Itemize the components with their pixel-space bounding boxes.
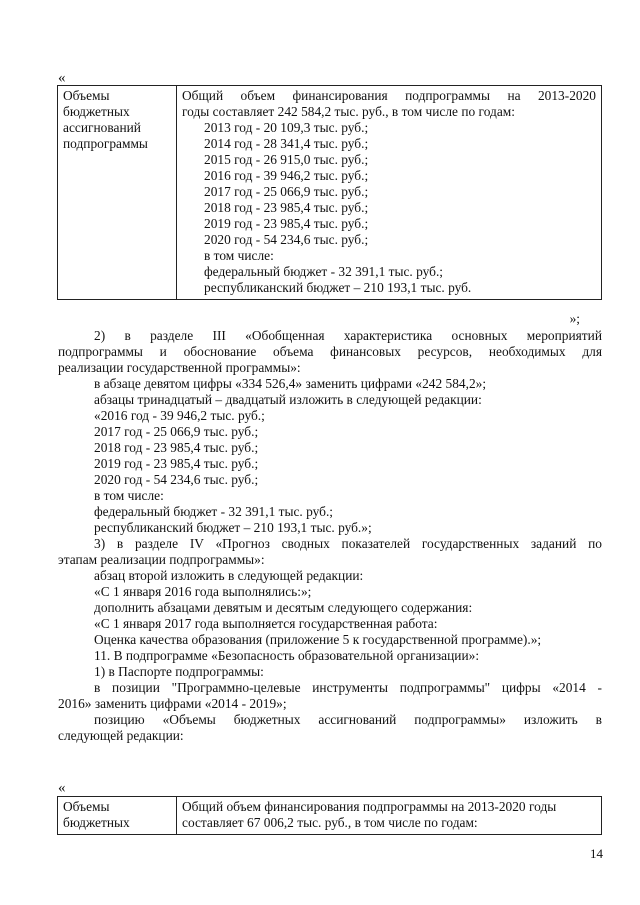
table-value-cell — [177, 797, 602, 835]
paragraph-line: абзацы тринадцатый – двадцатый изложить в следующей редакции: — [94, 392, 482, 407]
paragraph-line: реализации государственной программы»: — [58, 360, 301, 375]
table-label-cell — [58, 797, 177, 835]
paragraph-line: 11. В подпрограмме «Безопасность образовательной организации»: — [94, 648, 480, 663]
table-value-line: Общий объем финансирования подпрограммы на 2013-2020 — [182, 88, 596, 103]
table-value-line: в том числе: — [204, 248, 274, 263]
paragraph-line: дополнить абзацами девятым и десятым следующего содержания: — [94, 600, 473, 615]
table-value-line: 2016 год - 39 946,2 тыс. руб.; — [204, 168, 369, 183]
table-label-line: бюджетных — [63, 815, 130, 830]
paragraph-line: 2019 год - 23 985,4 тыс. руб.; — [94, 456, 259, 471]
paragraph-line: подпрограммы и обоснование объема финансовых ресурсов, необходимых для — [58, 344, 602, 359]
table-value-line: 2017 год - 25 066,9 тыс. руб.; — [204, 184, 369, 199]
table-value-line: 2018 год - 23 985,4 тыс. руб.; — [204, 200, 369, 215]
paragraph-line: позицию «Объемы бюджетных ассигнований подпрограммы» изложить в — [94, 712, 602, 727]
budget-allocations-table — [57, 85, 602, 300]
table-value-line: республиканский бюджет – 210 193,1 тыс. руб. — [204, 280, 472, 295]
paragraph-line: Оценка качества образования (приложение 5 к государственной программе).»; — [94, 632, 542, 647]
table-label-line: Объемы — [63, 799, 110, 814]
paragraph-line: «С 1 января 2017 года выполняется государственная работа: — [94, 616, 438, 631]
paragraph-line: 2017 год - 25 066,9 тыс. руб.; — [94, 424, 259, 439]
paragraph-line: 1) в Паспорте подпрограммы: — [94, 664, 264, 679]
table-value-line: Общий объем финансирования подпрограммы на 2013-2020 годы — [182, 799, 557, 814]
paragraph-line: федеральный бюджет - 32 391,1 тыс. руб.; — [94, 504, 334, 519]
paragraph-line: в позиции "Программно-целевые инструменты подпрограммы" цифры «2014 - — [94, 680, 602, 695]
table-value-line: составляет 67 006,2 тыс. руб., в том числе по годам: — [182, 815, 478, 830]
table-value-cell — [177, 86, 602, 300]
page-number: 14 — [590, 846, 603, 861]
table-label-line: бюджетных — [63, 104, 130, 119]
paragraph-line: 2018 год - 23 985,4 тыс. руб.; — [94, 440, 259, 455]
paragraph-line: в том числе: — [94, 488, 164, 503]
closing-quote-mark: »; — [569, 311, 580, 326]
opening-quote-mark: « — [58, 780, 66, 796]
budget-allocations-table-2 — [57, 796, 602, 835]
table-value-line: годы составляет 242 584,2 тыс. руб., в том числе по годам: — [182, 104, 515, 119]
table-value-line: 2014 год - 28 341,4 тыс. руб.; — [204, 136, 369, 151]
paragraph-line: 2020 год - 54 234,6 тыс. руб.; — [94, 472, 259, 487]
paragraph-line: абзац второй изложить в следующей редакции: — [94, 568, 364, 583]
table-value-line: 2015 год - 26 915,0 тыс. руб.; — [204, 152, 369, 167]
paragraph-line: республиканский бюджет – 210 193,1 тыс. руб.»; — [94, 520, 372, 535]
table-label-line: ассигнований — [63, 120, 141, 135]
paragraph-line: в абзаце девятом цифры «334 526,4» заменить цифрами «242 584,2»; — [94, 376, 487, 391]
opening-quote-mark: « — [58, 70, 66, 86]
paragraph-line: «С 1 января 2016 года выполнялись:»; — [94, 584, 312, 599]
paragraph-line: следующей редакции: — [58, 728, 184, 743]
paragraph-line: этапам реализации подпрограммы»: — [58, 552, 265, 567]
paragraph-line: 2016» заменить цифрами «2014 - 2019»; — [58, 696, 287, 711]
table-label-cell — [58, 86, 177, 300]
paragraph-line: 2) в разделе III «Обобщенная характеристика основных мероприятий — [94, 328, 602, 343]
paragraph-line: «2016 год - 39 946,2 тыс. руб.; — [94, 408, 265, 423]
table-label-line: подпрограммы — [63, 136, 148, 151]
amendment-text — [58, 328, 602, 744]
table-value-line: 2019 год - 23 985,4 тыс. руб.; — [204, 216, 369, 231]
paragraph-line: 3) в разделе IV «Прогноз сводных показателей государственных заданий по — [94, 536, 602, 551]
table-value-line: 2013 год - 20 109,3 тыс. руб.; — [204, 120, 369, 135]
table-value-line: федеральный бюджет - 32 391,1 тыс. руб.; — [204, 264, 444, 279]
table-label-line: Объемы — [63, 88, 110, 103]
table-value-line: 2020 год - 54 234,6 тыс. руб.; — [204, 232, 369, 247]
